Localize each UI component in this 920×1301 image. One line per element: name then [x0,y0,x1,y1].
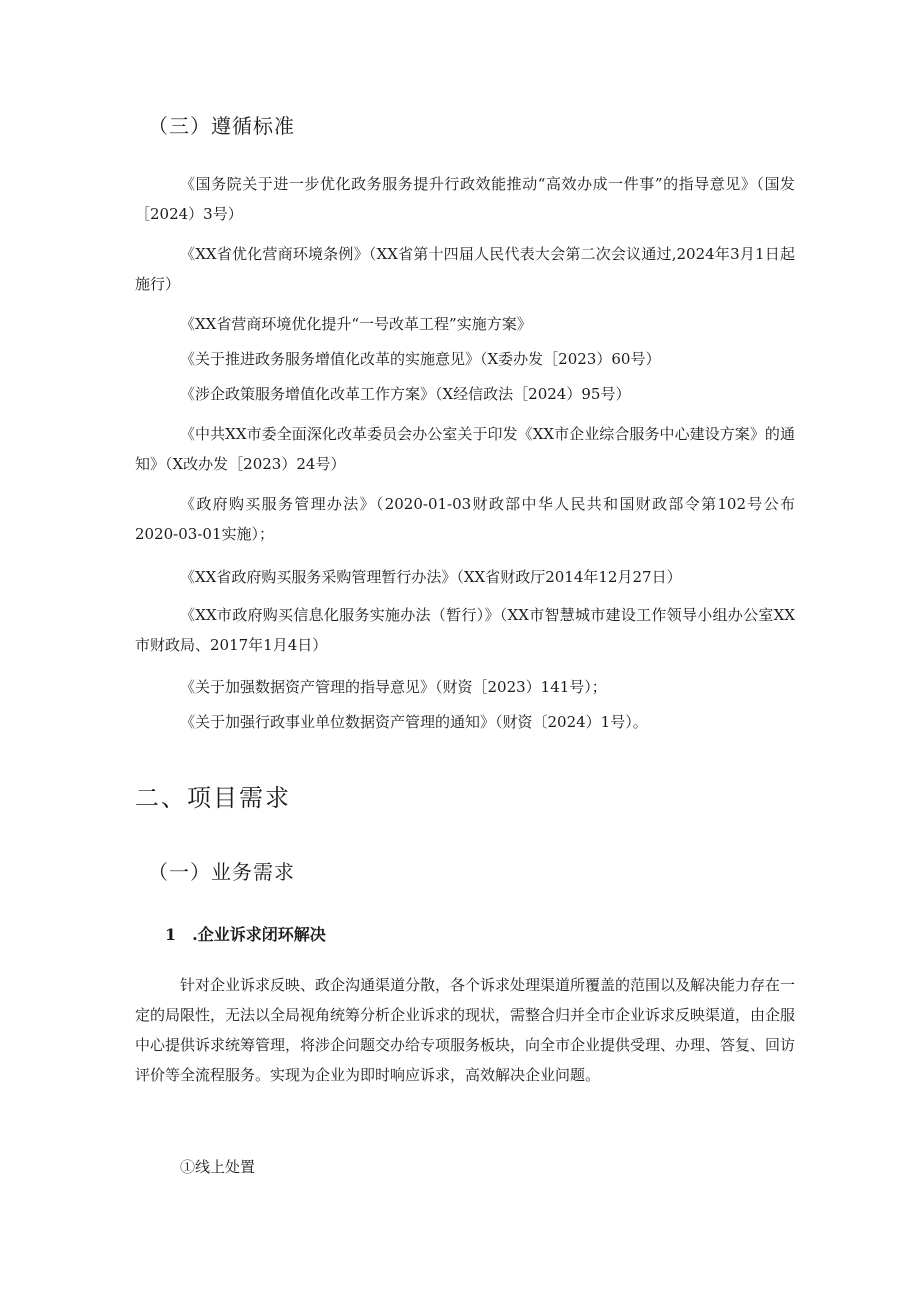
standard-item: 《关于推进政务服务增值化改革的实施意见》（X委办发［2023）60号） [180,350,661,368]
standard-item: 《中共XX市委全面深化改革委员会办公室关于印发《XX市企业综合服务中心建设方案》的通知》（X改办发［2023）24号） [135,425,795,473]
standard-item: 《关于加强数据资产管理的指导意见》（财资［2023）141号）； [180,678,607,696]
standard-item: 《关于加强行政事业单位数据资产管理的通知》（财资〔2024）1号）。 [180,713,648,731]
standard-item: 《XX省营商环境优化提升“一号改革工程”实施方案》 [180,315,532,333]
standard-item: 《XX省政府购买服务采购管理暂行办法》（XX省财政厅2014年12月27日） [180,568,682,586]
subitem-online-handling: ①线上处置 [180,1158,256,1176]
standard-item: 《政府购买服务管理办法》（2020-01-03财政部中华人民共和国财政部令第102号公布2020-03-01实施）； [135,495,795,543]
body-paragraph: 针对企业诉求反映、政企沟通渠道分散，各个诉求处理渠道所覆盖的范围以及解决能力存在一定的局限性，无法以全局视角统筹分析企业诉求的现状，需整合归并全市企业诉求反映渠道，由企服中心提供诉求统筹管理，将涉企问题交办给专项服务板块，向全市企业提供受理、办理、答复、回访评价等全流程服务。实现为企业为即时响应诉求，高效解决企业问题。 [135,976,796,1084]
standard-item: 《涉企政策服务增值化改革工作方案》（X经信政法［2024）95号） [180,385,631,403]
standard-item: 《国务院关于进一步优化政务服务提升行政效能推动“高效办成一件事”的指导意见》（国发［2024）3号） [135,175,795,223]
standard-item: 《XX市政府购买信息化服务实施办法（暂行）》（XX市智慧城市建设工作领导小组办公室XX市财政局、2017年1月4日） [135,606,795,654]
standard-item: 《XX省优化营商环境条例》（XX省第十四届人民代表大会第二次会议通过,2024年3月1日起施行） [135,245,795,293]
item-heading-closed-loop: 1 .企业诉求闭环解决 [165,925,326,944]
section-heading-standards: （三）遵循标准 [148,114,295,138]
chapter-heading-project-requirements: 二、项目需求 [135,784,291,812]
section-heading-business-requirements: （一）业务需求 [148,860,295,884]
